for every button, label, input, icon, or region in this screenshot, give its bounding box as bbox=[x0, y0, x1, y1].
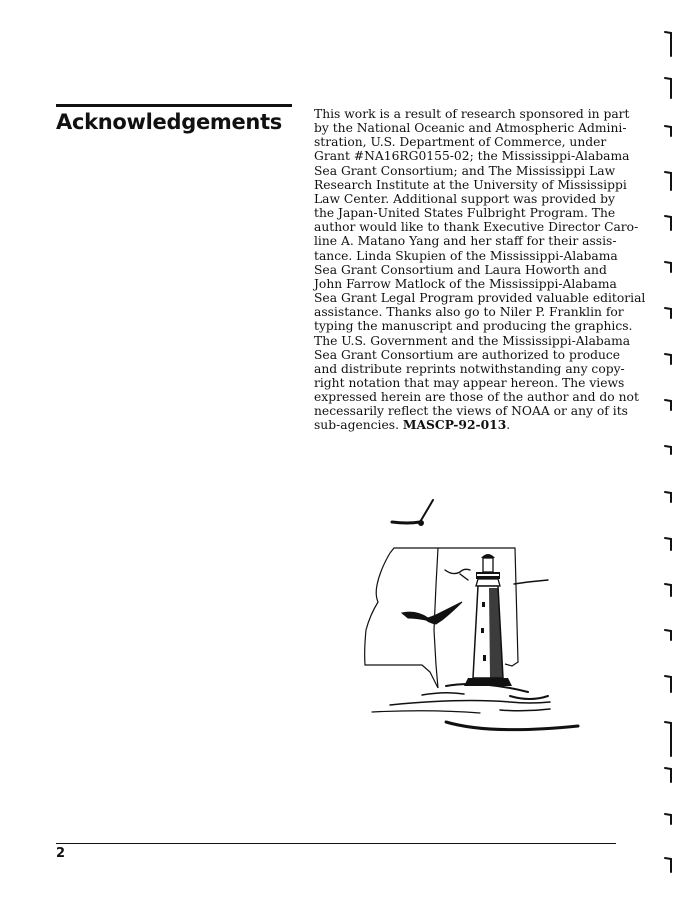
paragraph-line: right notation that may appear hereon. The views bbox=[314, 375, 625, 390]
paragraph-line: Sea Grant Consortium are authorized to produce bbox=[314, 347, 621, 362]
paragraph-line: John Farrow Matlock of the Mississippi-Alabama bbox=[314, 276, 617, 291]
acknowledgement-paragraph bbox=[314, 107, 646, 433]
report-number: MASCP-92-013 bbox=[402, 417, 507, 433]
paragraph-line: expressed herein are those of the author and do not bbox=[314, 390, 639, 405]
page-heading: Acknowledgements bbox=[56, 110, 283, 134]
seagull-icon bbox=[402, 602, 462, 624]
paragraph-line: and distribute reprints notwithstanding any copy- bbox=[314, 361, 625, 376]
last-line-suffix: . bbox=[506, 418, 511, 433]
last-line-prefix: sub-agencies. bbox=[314, 418, 403, 433]
paragraph-line: Law Center. Additional support was provided by bbox=[314, 191, 615, 206]
paragraph-line: Grant #NA16RG0155-02; the Mississippi-Alabama bbox=[314, 149, 630, 164]
page-number: 2 bbox=[56, 846, 66, 861]
paragraph-line: necessarily reflect the views of NOAA or any of its bbox=[314, 404, 628, 419]
paragraph-line: tance. Linda Skupien of the Mississippi-Alabama bbox=[314, 248, 618, 263]
paragraph-last-line bbox=[314, 418, 620, 432]
paragraph-line: Sea Grant Legal Program provided valuable editorial bbox=[314, 291, 646, 306]
paragraph-line: Sea Grant Consortium and Laura Howorth and bbox=[314, 262, 607, 277]
lighthouse-icon bbox=[464, 554, 512, 686]
paragraph-line: line A. Matano Yang and her staff for their assis- bbox=[314, 234, 617, 249]
paragraph-line: stration, U.S. Department of Commerce, under bbox=[314, 135, 607, 150]
paragraph-line: Research Institute at the University of Mississippi bbox=[314, 177, 627, 192]
paragraph-line: assistance. Thanks also go to Niler P. Franklin for bbox=[314, 305, 624, 320]
heading-rule bbox=[56, 104, 292, 107]
paragraph-line: author would like to thank Executive Director Caro- bbox=[314, 220, 639, 235]
lighthouse-with-seagulls-over-mississippi-alabama-map-icon bbox=[350, 490, 590, 740]
shoreline-waves bbox=[372, 684, 578, 730]
paragraph-line: Sea Grant Consortium; and The Mississippi Law bbox=[314, 163, 616, 178]
footer-rule bbox=[56, 843, 616, 844]
paragraph-line: This work is a result of research sponsored in part bbox=[314, 107, 630, 121]
paragraph-line: by the National Oceanic and Atmospheric Admini- bbox=[314, 121, 627, 136]
spiral-binding-marks bbox=[658, 0, 677, 900]
seagull-icon bbox=[392, 500, 433, 526]
paragraph-line: the Japan-United States Fulbright Program. The bbox=[314, 206, 616, 221]
paragraph-line: The U.S. Government and the Mississippi-Alabama bbox=[314, 333, 631, 348]
paragraph-line: typing the manuscript and producing the graphics. bbox=[314, 319, 633, 334]
